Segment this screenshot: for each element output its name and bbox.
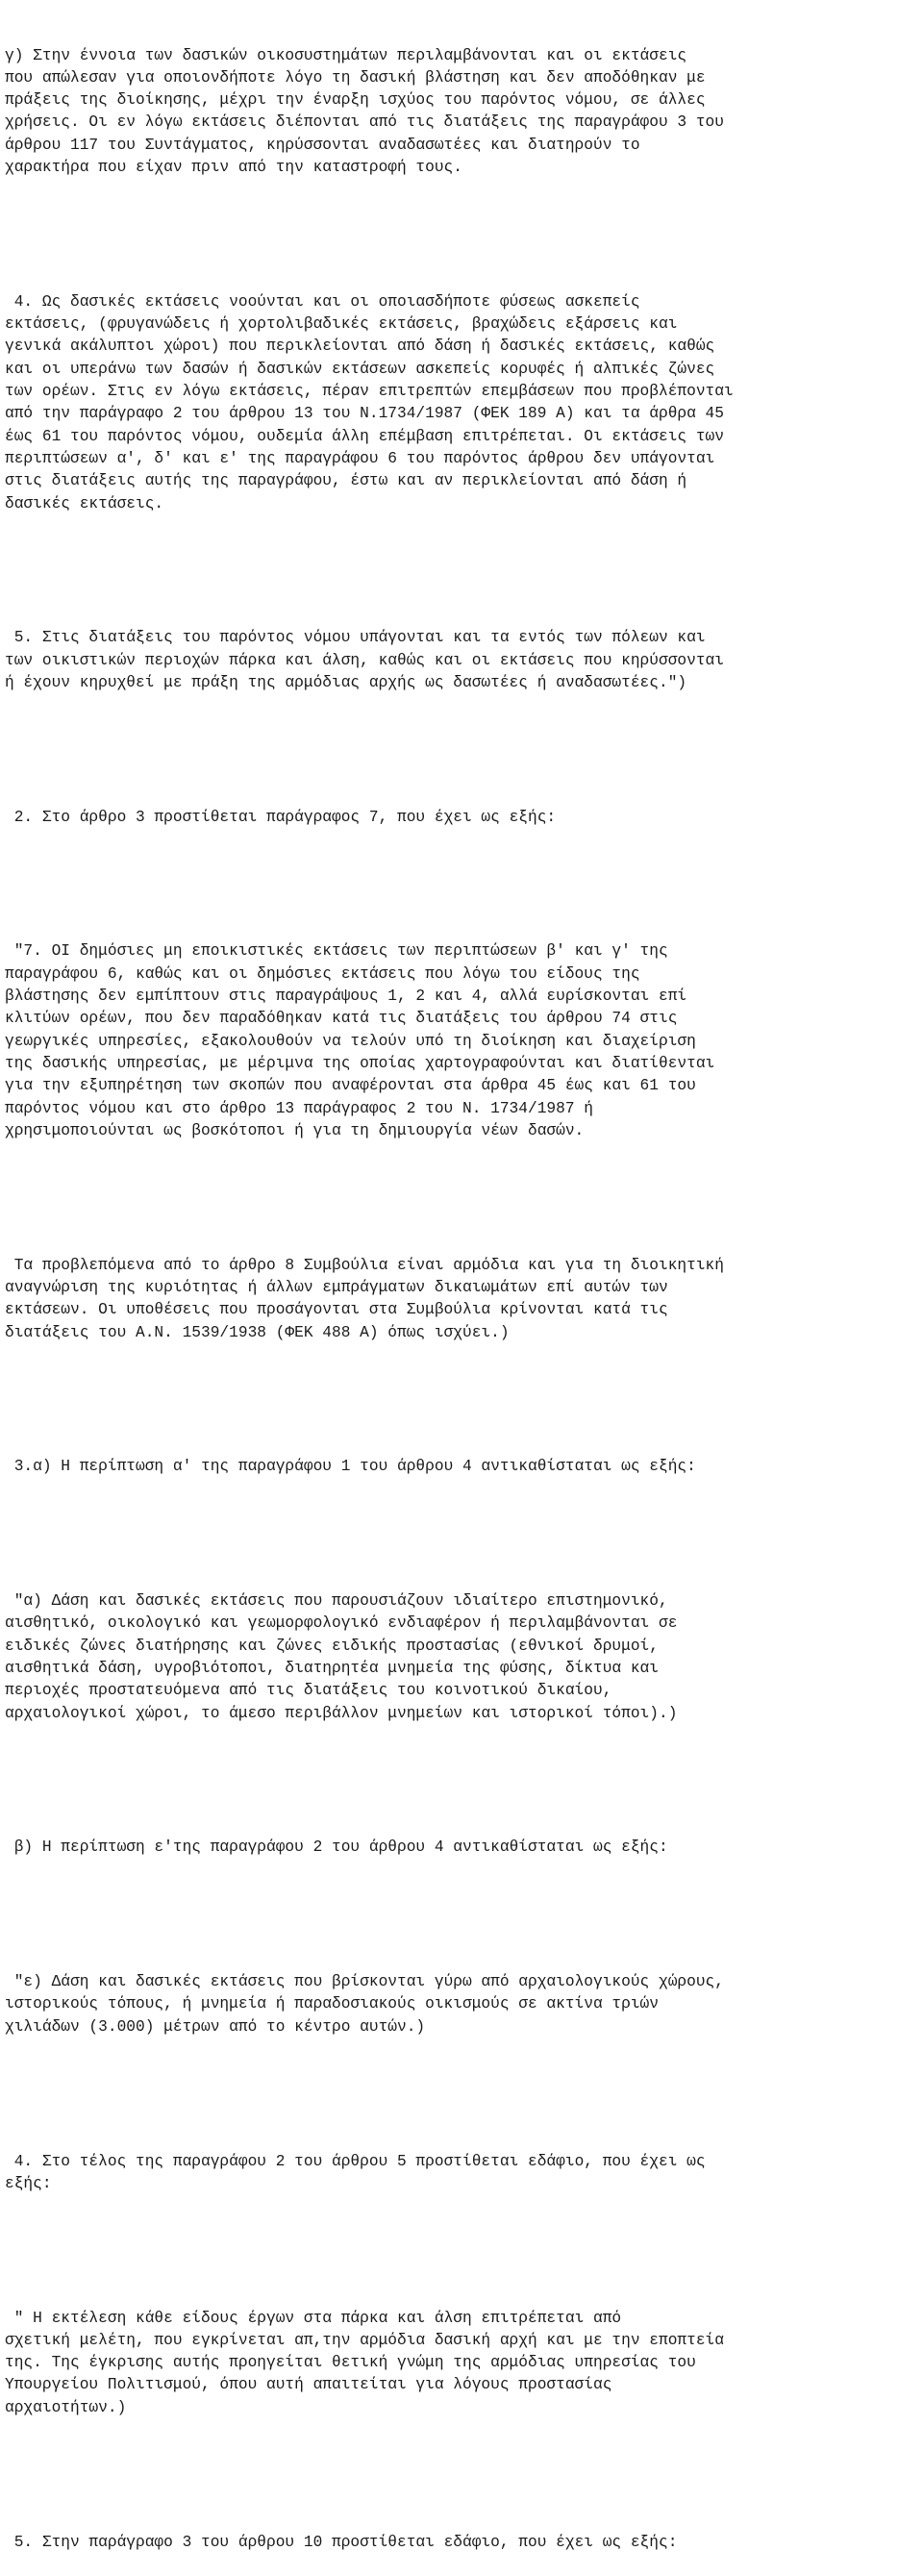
paragraph-7-public-areas: "7. ΟΙ δημόσιες μη εποικιστικές εκτάσεις των περιπτώσεων β' και γ' της παραγράφου 6, καθώς και οι δημόσιες εκτάσεις που λόγω του είδους της βλάστησης δεν εμπίπτουν στις παραγράψους 1, 2 και 4, αλλά ευρίσκονται επί κλιτύων ορέων, που δεν παραδόθηκαν κατά τις διατάξεις του άρθρου 74 στις γεωργικές υπηρεσίες, εξακολουθούν να τελούν υπό τη διοίκηση και διαχείριση της δασικής υπηρεσίας, με μέριμνα της οποίας χαρτογραφούνται και διατίθενται για την εξυπηρέτηση των σκοπών που αναφέρονται στα άρθρα 45 έως και 61 του παρόντος νόμου και στο άρθρο 13 παράγραφος 2 του Ν. 1734/1987 ή χρησιμοποιούνται ως βοσκότοποι ή για τη δημιουργία νέων δασών. (5, 942, 715, 1139)
paragraph-gamma-forest-ecosystems: γ) Στην έννοια των δασικών οικοσυστημάτων περιλαμβάνονται και οι εκτάσεις που απώλεσαν για οποιονδήποτε λόγο τη δασική βλάστηση και δεν αποδόθηκαν με πράξεις της διοίκησης, μέχρι την έναρξη ισχύος του παρόντος νόμου, σε άλλες χρήσεις. Οι εν λόγω εκτάσεις διέπονται από τις διατάξεις της παραγράφου 3 του άρθρου 117 του Συντάγματος, κηρύσσονται αναδασωτέες και διατηρούν το χαρακτήρα που είχαν πριν από την καταστροφή τους. (5, 46, 724, 177)
paragraph-alpha-protected-forests: "α) Δάση και δασικές εκτάσεις που παρουσιάζουν ιδιαίτερο επιστημονικό, αισθητικό, οικολογικό και γεωμορφολογικό ενδιαφέρον ή περιλαμβάνονται σε ειδικές ζώνες διατήρησης και ζώνες ειδικής προστασίας (εθνικοί δρυμοί, αισθητικά δάση, υγροβιότοποι, διατηρητέα μνημεία της φύσης, δίκτυα και περιοχές προστατευόμενα από τις διατάξεις του κοινοτικού δικαίου, αρχαιολογικοί χώροι, το άμεσο περιβάλλον μνημείων και ιστορικοί τόποι).) (5, 1592, 678, 1722)
paragraph-gap (5, 2240, 920, 2263)
paragraph-gap (5, 1388, 920, 1411)
paragraph-epsilon-archaeological-sites: "ε) Δάση και δασικές εκτάσεις που βρίσκονται γύρω από αρχαιολογικούς χώρους, ιστορικούς τόπους, ή μνημεία ή παραδοσιακούς οικισμούς σε ακτίνα τριών χιλιάδων (3.000) μέτρων από το κέντρο αυτών.) (5, 1973, 724, 2036)
paragraph-gap (5, 224, 920, 246)
paragraph-councils-jurisdiction: Τα προβλεπόμενα από το άρθρο 8 Συμβούλια είναι αρμόδια και για τη διοικητική αναγνώριση της κυριότητας ή άλλων εμπράγματων δικαιωμάτων επί αυτών των εκτάσεων. Οι υποθέσεις που προσάγονται στα Συμβούλια κρίνονται κατά τις διατάξεις του Α.Ν. 1539/1938 (ΦΕΚ 488 Α) όπως ισχύει.) (5, 1256, 724, 1341)
paragraph-beta-article-4-amendment: β) Η περίπτωση ε'της παραγράφου 2 του άρθρου 4 αντικαθίσταται ως εξής: (5, 1838, 668, 1857)
paragraph-5-urban-parks: 5. Στις διατάξεις του παρόντος νόμου υπάγονται και τα εντός των πόλεων και των οικιστικών περιοχών πάρκα και άλση, καθώς και οι εκτάσεις που κηρύσσονται ή έχουν κηρυχθεί με πράξη της αρμόδιας αρχής ως δασωτέες ή αναδασωτέες.") (5, 629, 724, 691)
paragraph-gap (5, 560, 920, 582)
paragraph-3a-article-4-amendment: 3.α) Η περίπτωση α' της παραγράφου 1 του άρθρου 4 αντικαθίσταται ως εξής: (5, 1458, 696, 1476)
paragraph-2-article-3-amendment: 2. Στο άρθρο 3 προστίθεται παράγραφος 7, που έχει ως εξής: (5, 808, 557, 826)
paragraph-gap (5, 1769, 920, 1791)
paragraph-gap (5, 1904, 920, 1926)
paragraph-4-forest-areas: 4. Ως δασικές εκτάσεις νοούνται και οι οποιασδήποτε φύσεως ασκεπείς εκτάσεις, (φρυγανώδεις ή χορτολιβαδικές εκτάσεις, βραχώδεις εξάρσεις και γενικά ακάλυπτοι χώροι) που περικλείονται από δάση ή δασικές εκτάσεις, καθώς και οι υπεράνω των δασών ή δασικών εκτάσεων ασκεπείς κορυφές ή αλπικές ζώνες των ορέων. Στις εν λόγω εκτάσεις, πέραν επιτρεπτών επεμβάσεων που προβλέπονται από την παράγραφο 2 του άρθρου 13 του Ν.1734/1987 (ΦΕΚ 189 Α) και τα άρθρα 45 έως 61 του παρόντος νόμου, ουδεμία άλλη επέμβαση επιτρέπεται. Οι εκτάσεις των περιπτώσεων α', δ' και ε' της παραγράφου 6 του παρόντος άρθρου δεν υπάγονται στις διατάξεις αυτής της παραγράφου, έστω και αν περικλείονται από δάση ή δασικές εκτάσεις. (5, 292, 734, 513)
paragraph-gap (5, 1523, 920, 1545)
paragraph-gap (5, 2084, 920, 2106)
paragraph-park-works-approval: " Η εκτέλεση κάθε είδους έργων στα πάρκα και άλση επιτρέπεται από σχετική μελέτη, που εγκρίνεται απ,την αρμόδια δασική αρχή και με την εποπτεία της. Της έγκρισης αυτής προηγείται θετική γνώμη της αρμόδιας υπηρεσίας του Υπουργείου Πολιτισμού, όπου αυτή απαιτείται για λόγους προστασίας αρχαιοτήτων.) (5, 2309, 724, 2416)
paragraph-gap (5, 1188, 920, 1210)
paragraph-gap (5, 2464, 920, 2487)
paragraph-4-article-5-amendment: 4. Στο τέλος της παραγράφου 2 του άρθρου 5 προστίθεται εδάφιο, που έχει ως εξής: (5, 2152, 706, 2192)
paragraph-gap (5, 874, 920, 896)
paragraph-5-article-10-amendment: 5. Στην παράγραφο 3 του άρθρου 10 προστίθεται εδάφιο, που έχει ως εξής: (5, 2533, 678, 2551)
document-body (5, 0, 920, 2576)
paragraph-gap (5, 739, 920, 762)
